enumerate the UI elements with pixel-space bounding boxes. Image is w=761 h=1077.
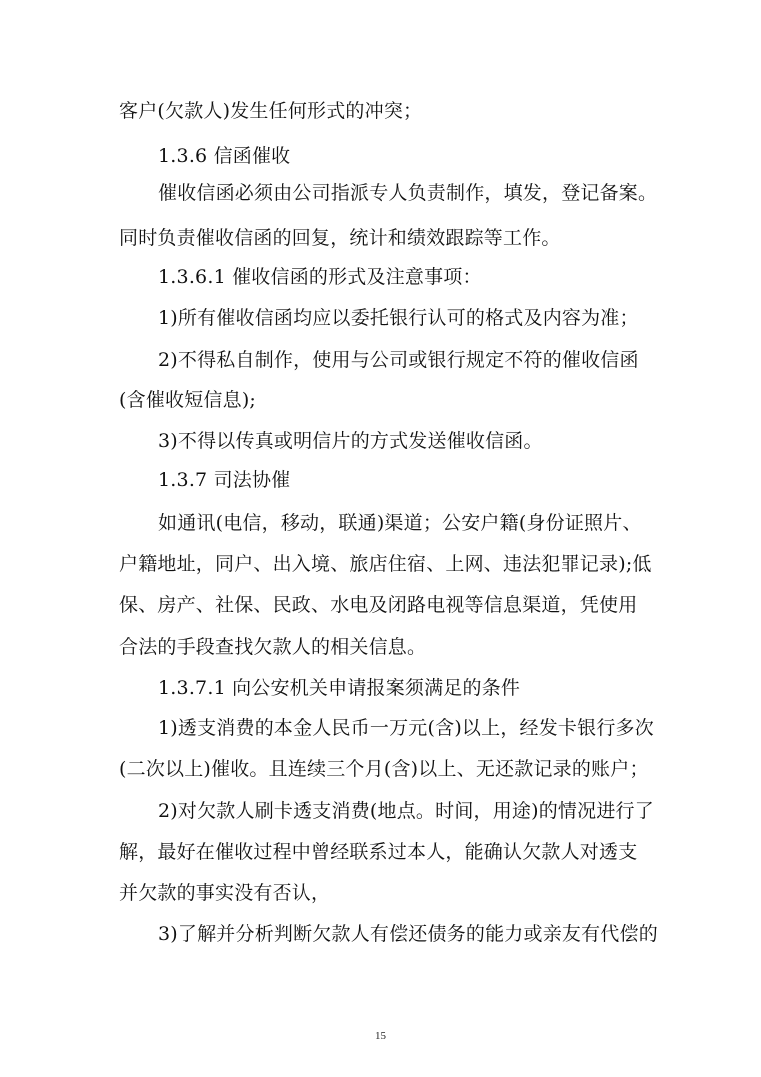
text-line: 解，最好在催收过程中曾经联系过本人，能确认欠款人对透支	[119, 841, 638, 863]
text-line: 并欠款的事实没有否认，	[119, 882, 331, 904]
text-line: 保、房产、社保、民政、水电及闭路电视等信息渠道，凭使用	[119, 594, 638, 616]
text-line: 同时负责催收信函的回复，统计和绩效跟踪等工作。	[119, 227, 561, 249]
list-item: 1)所有催收信函均应以委托银行认可的格式及内容为准；	[158, 307, 639, 329]
list-item: 1)透支消费的本金人民币一万元(含)以上，经发卡银行多次	[158, 717, 654, 739]
page-number: 15	[375, 1030, 386, 1042]
list-item: 2)不得私自制作，使用与公司或银行规定不符的催收信函	[158, 349, 639, 371]
text-line: 户籍地址，同户、出入境、旅店住宿、上网、违法犯罪记录);低	[119, 553, 652, 575]
text-line: 客户(欠款人)发生任何形式的冲突；	[119, 100, 423, 122]
text-line: 如通讯(电信，移动，联通)渠道；公安户籍(身份证照片、	[158, 512, 642, 534]
section-heading-1-3-6: 1.3.6 信函催收	[158, 145, 291, 167]
text-line: (含催收短信息);	[119, 389, 257, 411]
text-line: (二次以上)催收。且连续三个月(含)以上、无还款记录的账户；	[119, 758, 649, 780]
list-item: 3)不得以传真或明信片的方式发送催收信函。	[158, 430, 543, 452]
text-line: 催收信函必须由公司指派专人负责制作，填发，登记备案。	[158, 182, 658, 204]
section-heading-1-3-7-1: 1.3.7.1 向公安机关申请报案须满足的条件	[158, 677, 521, 699]
section-heading-1-3-6-1: 1.3.6.1 催收信函的形式及注意事项：	[158, 266, 482, 288]
list-item: 3)了解并分析判断欠款人有偿还债务的能力或亲友有代偿的	[158, 923, 658, 945]
section-heading-1-3-7: 1.3.7 司法协催	[158, 469, 291, 491]
list-item: 2)对欠款人刷卡透支消费(地点。时间，用途)的情况进行了	[158, 800, 654, 822]
text-line: 合法的手段查找欠款人的相关信息。	[119, 636, 427, 658]
